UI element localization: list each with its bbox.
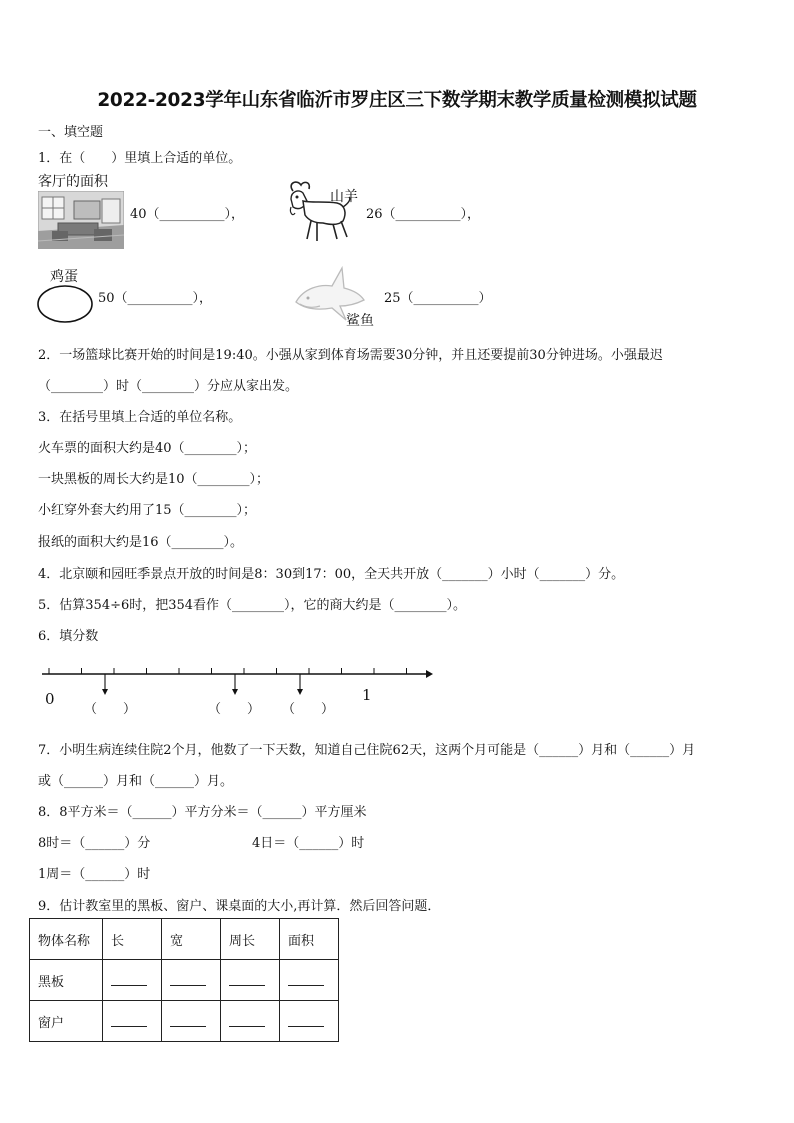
axis-arrow-head — [426, 670, 433, 678]
egg-image — [36, 283, 94, 325]
table-header-row — [30, 919, 339, 960]
fraction-blank: （ ） — [84, 702, 137, 717]
q3-item: 报纸的面积大约是16（________）。 — [38, 535, 244, 550]
q2-line1: 2．一场篮球比赛开始的时间是19:40。小强从家到体育场需要30分钟，并且还要提前30分钟进场。小强最迟 — [38, 348, 663, 363]
q8-line2a: 8时＝（______）分 — [38, 836, 151, 851]
row-label: 窗户 — [30, 1001, 103, 1042]
number-line-pointer-head — [297, 689, 303, 695]
fraction-blank: （ ） — [208, 702, 261, 717]
row-label: 黑板 — [30, 960, 103, 1001]
egg-caption: 鸡蛋 — [50, 269, 78, 285]
q4-text: 4．北京颐和园旺季景点开放的时间是8：30到17：00，全天共开放（_______）小时（_______）分。 — [38, 567, 625, 582]
page-title: 2022-2023学年山东省临沂市罗庄区三下数学期末教学质量检测模拟试题 — [97, 90, 697, 111]
answer-cell[interactable] — [162, 1001, 221, 1042]
q7-line1: 7．小明生病连续住院2个月，他数了一下天数，知道自己住院62天，这两个月可能是（______）月和（______）月 — [38, 743, 696, 758]
answer-cell[interactable] — [280, 960, 339, 1001]
q1-stem: 1．在（ ）里填上合适的单位。 — [38, 151, 242, 166]
table-header: 面积 — [280, 919, 339, 960]
q3-stem: 3．在括号里填上合适的单位名称。 — [38, 410, 242, 425]
answer-cell[interactable] — [221, 960, 280, 1001]
goat-answer: 26（__________）， — [366, 207, 481, 222]
living-room-caption: 客厅的面积 — [38, 174, 108, 190]
number-line-pointer-head — [232, 689, 238, 695]
table-header: 长 — [103, 919, 162, 960]
shark-caption: 鲨鱼 — [346, 313, 374, 329]
q8-line1: 8．8平方米＝（______）平方分米＝（______）平方厘米 — [38, 805, 367, 820]
q2-line2: （________）时（________）分应从家出发。 — [38, 379, 299, 394]
goat-caption: 山羊 — [330, 189, 358, 205]
number-line-pointer-head — [102, 689, 108, 695]
egg-answer: 50（__________）， — [98, 291, 213, 306]
q3-item: 火车票的面积大约是40（________）； — [38, 441, 257, 456]
shark-answer: 25（__________） — [384, 291, 492, 306]
q8-line2b: 4日＝（______）时 — [252, 836, 365, 851]
table-header: 周长 — [221, 919, 280, 960]
q8-line3: 1周＝（______）时 — [38, 867, 151, 882]
number-line-zero: 0 — [45, 690, 55, 708]
q3-item: 一块黑板的周长大约是10（________）； — [38, 472, 270, 487]
estimate-table — [29, 918, 339, 1042]
answer-cell[interactable] — [103, 1001, 162, 1042]
table-header: 宽 — [162, 919, 221, 960]
living-room-answer: 40（__________）， — [130, 207, 245, 222]
table-header: 物体名称 — [30, 919, 103, 960]
q6-stem: 6．填分数 — [38, 629, 99, 644]
table-row — [30, 960, 339, 1001]
answer-cell[interactable] — [280, 1001, 339, 1042]
q3-item: 小红穿外套大约用了15（________）； — [38, 503, 257, 518]
q7-line2: 或（______）月和（______）月。 — [38, 774, 234, 789]
section-heading: 一、填空题 — [38, 125, 104, 140]
living-room-image — [38, 191, 124, 249]
answer-cell[interactable] — [221, 1001, 280, 1042]
q9-stem: 9．估计教室里的黑板、窗户、课桌面的大小,再计算．然后回答问题． — [38, 899, 441, 914]
q5-text: 5．估算354÷6时，把354看作（________），它的商大约是（________）。 — [38, 598, 467, 613]
number-line-one: 1 — [362, 686, 372, 704]
fraction-blank: （ ） — [282, 702, 335, 717]
table-row — [30, 1001, 339, 1042]
answer-cell[interactable] — [162, 960, 221, 1001]
answer-cell[interactable] — [103, 960, 162, 1001]
